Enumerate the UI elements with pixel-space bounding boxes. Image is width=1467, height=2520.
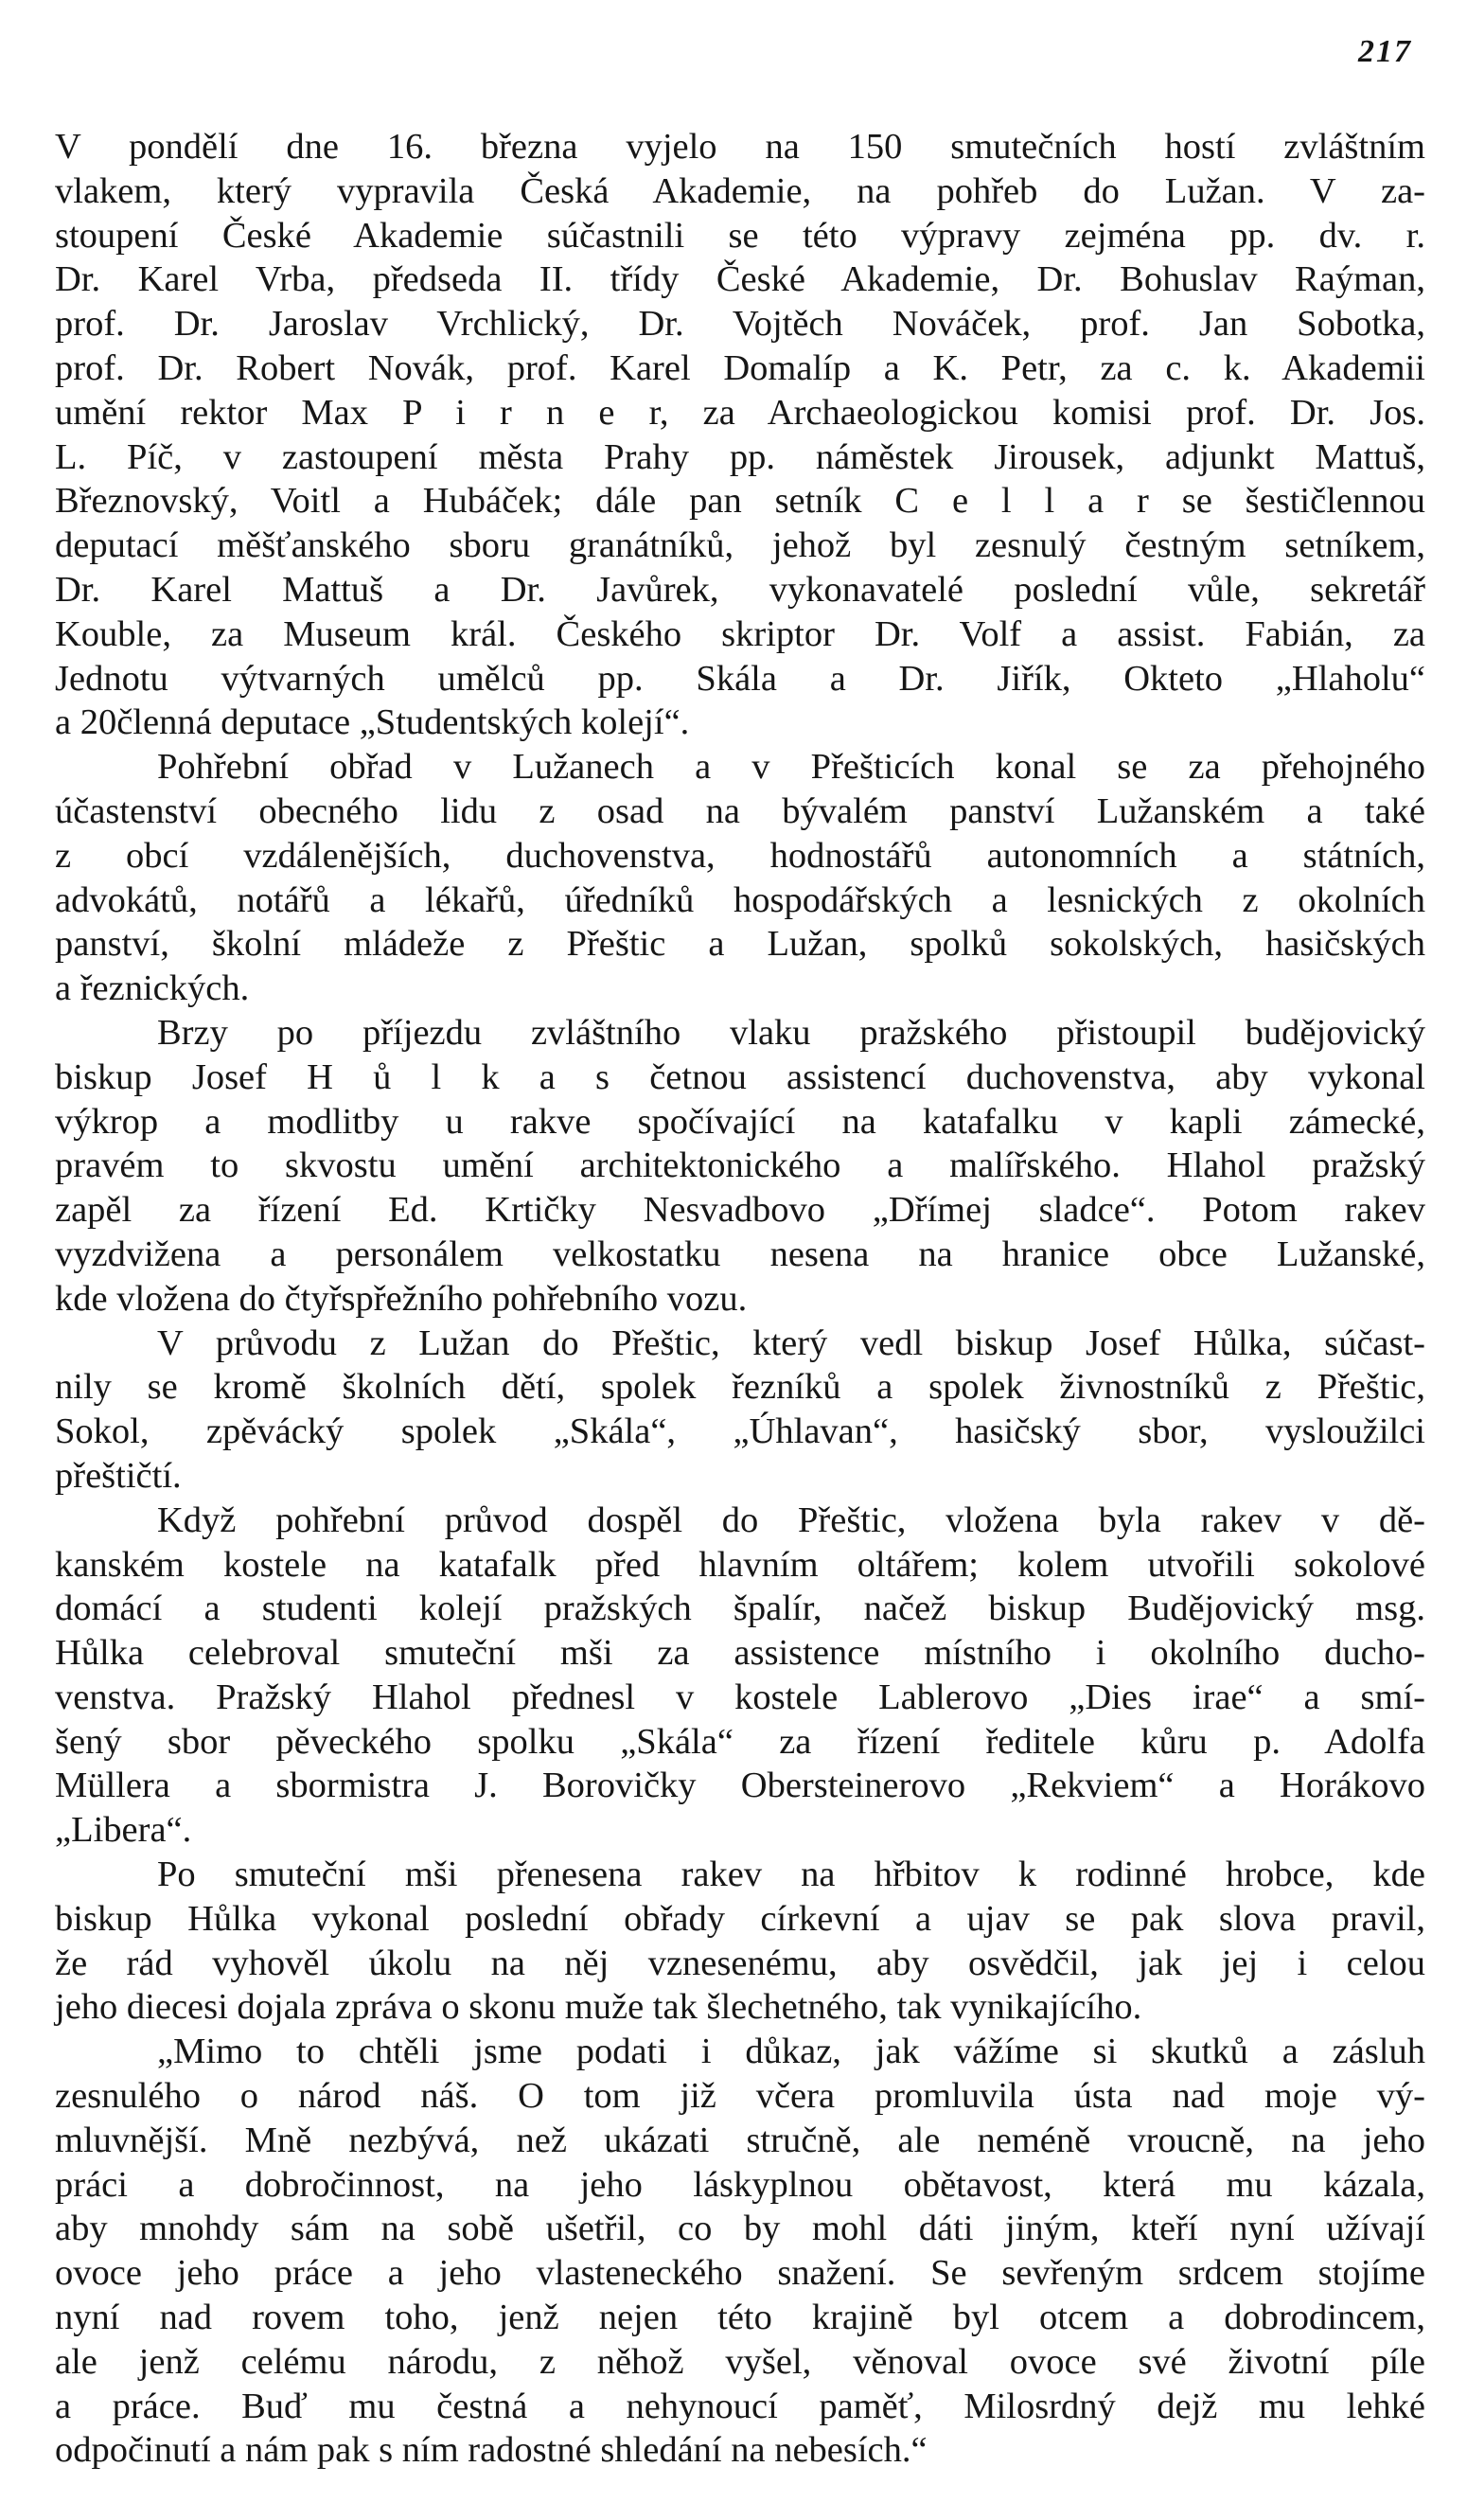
text-line: Pohřební obřad v Lužanech a v Přešticích konal se za přehojného	[157, 747, 1425, 788]
text-line: biskup Josef H ů l k a s četnou assistencí duchovenstva, aby vykonal	[55, 1056, 1425, 1097]
paragraph-burial	[55, 1853, 1425, 2030]
text-line: deputací měšťanského sboru granátníků, jehož byl zesnulý čestným setníkem,	[55, 525, 1425, 566]
text-line: vyzdvižena a personálem velkostatku nesena na hranice obce Lužanské,	[55, 1233, 1425, 1274]
text-line: kde vložena do čtyřspřežního pohřebního vozu.	[55, 1278, 748, 1319]
text-line: Brzy po příjezdu zvláštního vlaku pražského přistoupil budějovický	[157, 1012, 1425, 1053]
text-line: Březnovský, Voitl a Hubáček; dále pan setník C e l l a r se šestičlennou	[55, 481, 1425, 522]
text-line: a práce. Buď mu čestná a nehynoucí paměť, Milosrdný dejž mu lehké	[55, 2386, 1425, 2426]
text-line: prof. Dr. Robert Novák, prof. Karel Domalíp a K. Petr, za c. k. Akademii	[55, 347, 1425, 388]
text-line: prof. Dr. Jaroslav Vrchlický, Dr. Vojtěch Nováček, prof. Jan Sobotka,	[55, 304, 1425, 345]
text-line: z obcí vzdálenějších, duchovenstva, hodnostářů autonomních a státních,	[55, 835, 1425, 876]
text-line: mluvnější. Mně nezbývá, než ukázati stručně, ale neméně vroucně, na jeho	[55, 2120, 1425, 2160]
text-line: Dr. Karel Mattuš a Dr. Javůrek, vykonavatelé poslední vůle, sekretář	[55, 569, 1425, 610]
text-line: Sokol, zpěvácký spolek „Skála“, „Úhlavan“, hasičský sbor, vysloužilci	[55, 1411, 1425, 1452]
text-line: nyní nad rovem toho, jenž nejen této krajině byl otcem a dobrodincem,	[55, 2298, 1425, 2338]
text-line: Když pohřební průvod dospěl do Přeštic, vložena byla rakev v dě-	[157, 1500, 1425, 1540]
text-line: účastenství obecného lidu z osad na bývalém panství Lužanském a také	[55, 790, 1425, 831]
text-line: a řeznických.	[55, 968, 250, 1009]
text-line: a 20členná deputace „Studentských kolejí“.	[55, 702, 690, 743]
text-line: panství, školní mládeže z Přeštic a Lužan, spolků sokolských, hasičských	[55, 924, 1425, 965]
text-line: práci a dobročinnost, na jeho láskyplnou obětavost, která mu kázala,	[55, 2164, 1425, 2205]
article-body	[55, 125, 1425, 2473]
text-line: venstva. Pražský Hlahol přednesl v kostele Lablerovo „Dies irae“ a smí-	[55, 1677, 1425, 1717]
text-line: jeho diecesi dojala zpráva o skonu muže tak šlechetného, tak vynikajícího.	[55, 1987, 1142, 2028]
text-line: ovoce jeho práce a jeho vlasteneckého snažení. Se sevřeným srdcem stojíme	[55, 2253, 1425, 2294]
paragraph-funeral-train	[55, 125, 1425, 745]
text-line: Hůlka celebroval smuteční mši za assistence místního i okolního ducho-	[55, 1633, 1425, 1674]
text-line: L. Píč, v zastoupení města Prahy pp. náměstek Jirousek, adjunkt Mattuš,	[55, 436, 1425, 477]
paragraph-procession	[55, 1322, 1425, 1499]
text-line: biskup Hůlka vykonal poslední obřady církevní a ujav se pak slova pravil,	[55, 1898, 1425, 1939]
text-line: odpočinutí a nám pak s ním radostné shledání na nebesích.“	[55, 2430, 928, 2471]
text-line: vlakem, který vypravila Česká Akademie, na pohřeb do Lužan. V za-	[55, 170, 1425, 211]
text-line: že rád vyhověl úkolu na něj vznesenému, aby osvědčil, jak jej i celou	[55, 1943, 1425, 1983]
text-line: nily se kromě školních dětí, spolek řezníků a spolek živnostníků z Přeštic,	[55, 1367, 1425, 1408]
text-line: Dr. Karel Vrba, předseda II. třídy České Akademie, Dr. Bohuslav Raýman,	[55, 259, 1425, 300]
paragraph-mass	[55, 1499, 1425, 1853]
paragraph-bishop-speech	[55, 2030, 1425, 2473]
paragraph-funeral-rite	[55, 745, 1425, 1011]
text-line: pravém to skvostu umění architektonického a malířského. Hlahol pražský	[55, 1145, 1425, 1186]
text-line: přeštičtí.	[55, 1455, 182, 1496]
paragraph-bishop-arrival	[55, 1011, 1425, 1322]
text-line: Müllera a sbormistra J. Borovičky Obersteinerovo „Rekviem“ a Horákovo	[55, 1766, 1425, 1806]
text-line: Kouble, za Museum král. Českého skriptor Dr. Volf a assist. Fabián, za	[55, 613, 1425, 654]
text-line: stoupení České Akademie súčastnili se této výpravy zejména pp. dv. r.	[55, 215, 1425, 256]
text-line: advokátů, notářů a lékařů, úředníků hospodářských a lesnických z okolních	[55, 879, 1425, 920]
text-line: šený sbor pěveckého spolku „Skála“ za řízení ředitele kůru p. Adolfa	[55, 1721, 1425, 1762]
text-line: domácí a studenti kolejí pražských špalír, načež biskup Budějovický msg.	[55, 1588, 1425, 1629]
page-number: 217	[1358, 34, 1412, 69]
text-line: „Libera“.	[55, 1810, 192, 1851]
text-line: ale jenž celému národu, z něhož vyšel, věnoval ovoce své životní píle	[55, 2341, 1425, 2382]
text-line: „Mimo to chtěli jsme podati i důkaz, jak vážíme si skutků a zásluh	[157, 2032, 1425, 2072]
text-line: zapěl za řízení Ed. Krtičky Nesvadbovo „Dřímej sladce“. Potom rakev	[55, 1190, 1425, 1231]
text-line: aby mnohdy sám na sobě ušetřil, co by mohl dáti jiným, kteří nyní užívají	[55, 2209, 1425, 2249]
text-line: kanském kostele na katafalk před hlavním oltářem; kolem utvořili sokolové	[55, 1544, 1425, 1585]
text-line: V průvodu z Lužan do Přeštic, který vedl biskup Josef Hůlka, súčast-	[157, 1322, 1425, 1363]
text-line: výkrop a modlitby u rakve spočívající na katafalku v kapli zámecké,	[55, 1101, 1425, 1142]
text-line: Jednotu výtvarných umělců pp. Skála a Dr. Jiřík, Okteto „Hlaholu“	[55, 658, 1425, 699]
text-line: zesnulého o národ náš. O tom již včera promluvila ústa nad moje vý-	[55, 2076, 1425, 2117]
text-line: Po smuteční mši přenesena rakev na hřbitov k rodinné hrobce, kde	[157, 1855, 1425, 1895]
text-line: umění rektor Max P i r n e r, za Archaeologickou komisi prof. Dr. Jos.	[55, 392, 1425, 433]
text-line: V pondělí dne 16. března vyjelo na 150 smutečních hostí zvláštním	[55, 127, 1425, 167]
